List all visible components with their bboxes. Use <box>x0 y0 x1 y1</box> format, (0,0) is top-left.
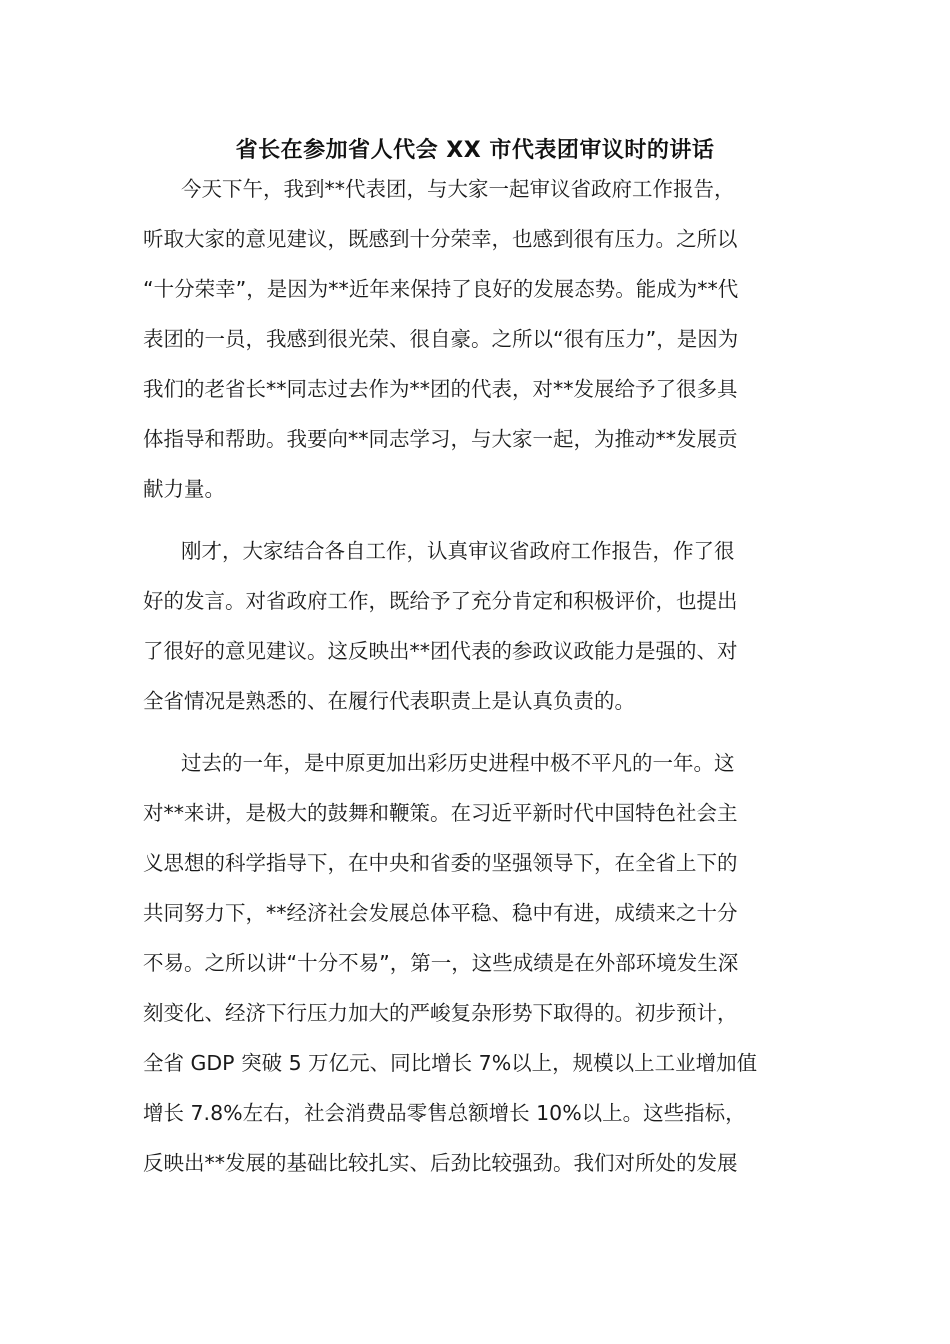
text-line: 增长 7.8%左右，社会消费品零售总额增长 10%以上。这些指标， <box>143 1101 746 1125</box>
text-line: 刚才，大家结合各自工作，认真审议省政府工作报告，作了很 <box>181 539 735 563</box>
text-line: 今天下午，我到**代表团，与大家一起审议省政府工作报告， <box>181 177 735 201</box>
text-line: 刻变化、经济下行压力加大的严峻复杂形势下取得的。初步预计， <box>143 1001 738 1025</box>
paragraph-1 <box>143 164 807 514</box>
paragraph-2 <box>143 526 807 726</box>
text-line: 过去的一年，是中原更加出彩历史进程中极不平凡的一年。这 <box>181 751 735 775</box>
paragraph-3 <box>143 738 807 1188</box>
text-line: 义思想的科学指导下，在中央和省委的坚强领导下，在全省上下的 <box>143 851 738 875</box>
text-line: 体指导和帮助。我要向**同志学习，与大家一起，为推动**发展贡 <box>143 427 738 451</box>
document-body <box>143 164 807 1200</box>
text-line: 全省 GDP 突破 5 万亿元、同比增长 7%以上，规模以上工业增加值 <box>143 1051 758 1075</box>
text-line: 全省情况是熟悉的、在履行代表职责上是认真负责的。 <box>143 689 635 713</box>
text-line: 对**来讲，是极大的鼓舞和鞭策。在习近平新时代中国特色社会主 <box>143 801 738 825</box>
text-line: 不易。之所以讲“十分不易”，第一，这些成绩是在外部环境发生深 <box>143 951 739 975</box>
text-line: 好的发言。对省政府工作，既给予了充分肯定和积极评价，也提出 <box>143 589 738 613</box>
document-title: 省长在参加省人代会 XX 市代表团审议时的讲话 <box>235 138 715 163</box>
text-line: 了很好的意见建议。这反映出**团代表的参政议政能力是强的、对 <box>143 639 738 663</box>
text-line: 我们的老省长**同志过去作为**团的代表，对**发展给予了很多具 <box>143 377 738 401</box>
text-line: 听取大家的意见建议，既感到十分荣幸，也感到很有压力。之所以 <box>143 227 738 251</box>
text-line: 反映出**发展的基础比较扎实、后劲比较强劲。我们对所处的发展 <box>143 1151 738 1175</box>
text-line: “十分荣幸”，是因为**近年来保持了良好的发展态势。能成为**代 <box>143 277 739 301</box>
text-line: 共同努力下，**经济社会发展总体平稳、稳中有进，成绩来之十分 <box>143 901 738 925</box>
text-line: 表团的一员，我感到很光荣、很自豪。之所以“很有压力”，是因为 <box>143 327 739 351</box>
text-line: 献力量。 <box>143 477 225 501</box>
